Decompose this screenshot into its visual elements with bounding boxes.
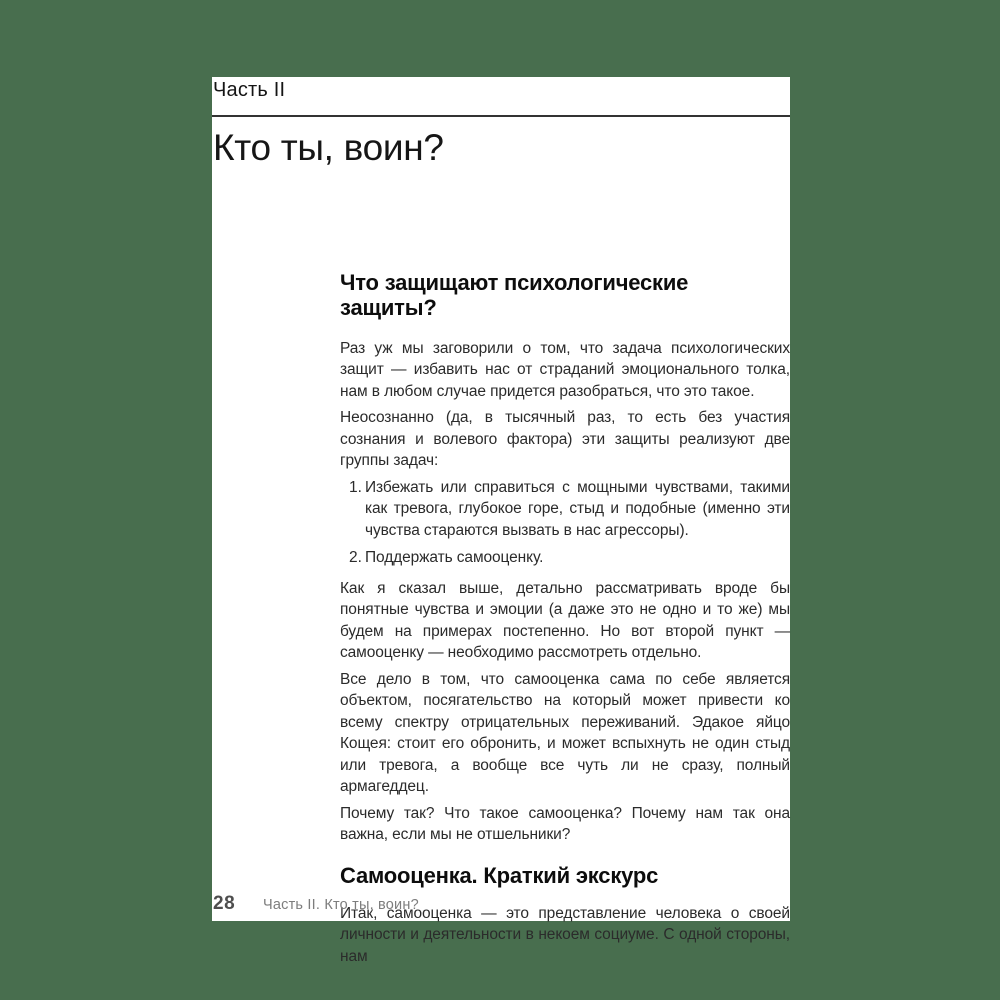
text-column — [340, 270, 790, 972]
paragraph: Почему так? Что такое самооценка? Почему нам так она важна, если мы не отшельники? — [340, 804, 790, 844]
list-item — [340, 477, 790, 542]
paragraph: Все дело в том, что самооценка сама по себе является объектом, посягательство на который может привести ко всему спектру отрицательных переживаний. Эдакое яйцо Кощея: стоит его обронить, и может вспыхнуть не один стыд или тревога, а вообще все чуть ли не сразу, полный армагеддец. — [340, 670, 790, 796]
running-header: Часть II — [213, 79, 286, 101]
book-page — [212, 77, 790, 965]
running-footer: Часть II. Кто ты, воин? — [263, 897, 419, 913]
header-rule — [212, 115, 790, 117]
numbered-list — [340, 477, 790, 569]
paragraph: Раз уж мы заговорили о том, что задача психологических защит — избавить нас от страданий эмоционального толка, нам в любом случае придется разобраться, что это такое. — [340, 339, 790, 400]
list-item-text: Избежать или справиться с мощными чувствами, такими как тревога, глубокое горе, стыд и подобные (именно эти чувства стараются вызвать в нас агрессоры). — [365, 478, 790, 539]
list-item-number: 2. — [349, 549, 362, 567]
paragraph: Итак, самооценка — это представление человека о своей личности и деятельности в некоем социуме. С одной стороны, нам — [340, 904, 790, 965]
paragraph: Как я сказал выше, детально рассматривать вроде бы понятные чувства и эмоции (а даже это не одно и то же) мы будем на примерах постепенно. Но вот второй пункт — самооценку — необходимо рассмотреть отдельно. — [340, 579, 790, 662]
list-item-text: Поддержать самооценку. — [365, 549, 544, 567]
list-item-number: 1. — [349, 478, 362, 496]
list-item — [340, 547, 790, 569]
section-heading-self-esteem: Самооценка. Краткий экскурс — [340, 862, 659, 888]
chapter-title: Кто ты, воин? — [213, 127, 444, 168]
paragraph: Неосознанно (да, в тысячный раз, то есть без участия сознания и волевого фактора) эти защиты реализуют две группы задач: — [340, 409, 790, 470]
page-footer — [212, 893, 790, 915]
section-heading-defenses: Что защищают психологические защиты? — [340, 270, 689, 321]
page-number: 28 — [213, 893, 236, 914]
